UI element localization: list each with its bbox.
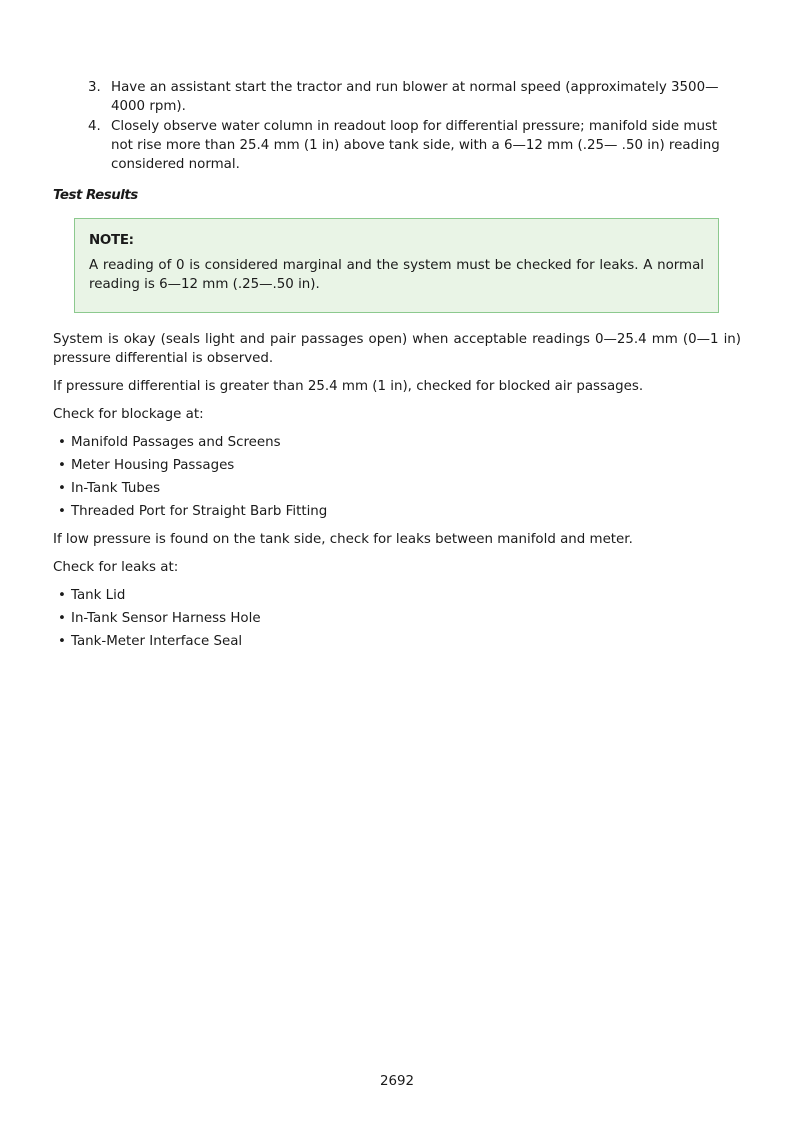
note-box — [74, 218, 719, 313]
step-4 — [88, 117, 736, 174]
list-item-text: In-Tank Tubes — [71, 481, 161, 496]
test-results-content — [53, 330, 741, 660]
list-item-text: Manifold Passages and Screens — [71, 435, 281, 450]
system-okay-paragraph: System is okay (seals light and pair passages open) when acceptable readings 0—25.4 mm (0—1 in) pressure differential is observed. — [53, 332, 741, 366]
blockage-intro: Check for blockage at: — [53, 407, 204, 422]
list-item — [53, 479, 741, 498]
list-item — [53, 632, 741, 651]
bullet-icon: • — [58, 458, 66, 473]
list-item-text: Meter Housing Passages — [71, 458, 235, 473]
step-number: 4. — [88, 119, 101, 134]
pressure-greater-paragraph: If pressure differential is greater than 25.4 mm (1 in), checked for blocked air passages. — [53, 379, 644, 394]
procedure-steps — [88, 78, 736, 175]
step-text: Have an assistant start the tractor and run blower at normal speed (approximately 3500—4000 rpm). — [111, 80, 719, 114]
bullet-icon: • — [58, 588, 66, 603]
bullet-icon: • — [58, 504, 66, 519]
bullet-icon: • — [58, 611, 66, 626]
list-item-text: In-Tank Sensor Harness Hole — [71, 611, 261, 626]
list-item — [53, 433, 741, 452]
list-item — [53, 502, 741, 521]
note-title: NOTE: — [89, 233, 134, 248]
list-item-text: Tank Lid — [71, 588, 126, 603]
step-3 — [88, 78, 736, 116]
leak-list — [53, 586, 741, 651]
page-number: 2692 — [379, 1074, 415, 1089]
step-text: Closely observe water column in readout loop for differential pressure; manifold side must not rise more than 25.4 mm (1 in) above tank side, with a 6—12 mm (.25— .50 in) reading considered normal. — [111, 119, 720, 172]
blockage-list — [53, 433, 741, 521]
list-item — [53, 609, 741, 628]
bullet-icon: • — [58, 634, 66, 649]
bullet-icon: • — [58, 481, 66, 496]
low-pressure-paragraph: If low pressure is found on the tank side, check for leaks between manifold and meter. — [53, 532, 633, 547]
list-item-text: Tank-Meter Interface Seal — [71, 634, 243, 649]
bullet-icon: • — [58, 435, 66, 450]
note-text: A reading of 0 is considered marginal and the system must be checked for leaks. A normal reading is 6—12 mm (.25—.50 in). — [89, 258, 704, 292]
list-item-text: Threaded Port for Straight Barb Fitting — [71, 504, 328, 519]
step-number: 3. — [88, 80, 101, 95]
list-item — [53, 456, 741, 475]
list-item — [53, 586, 741, 605]
test-results-heading: Test Results — [53, 188, 138, 203]
leaks-intro: Check for leaks at: — [53, 560, 179, 575]
